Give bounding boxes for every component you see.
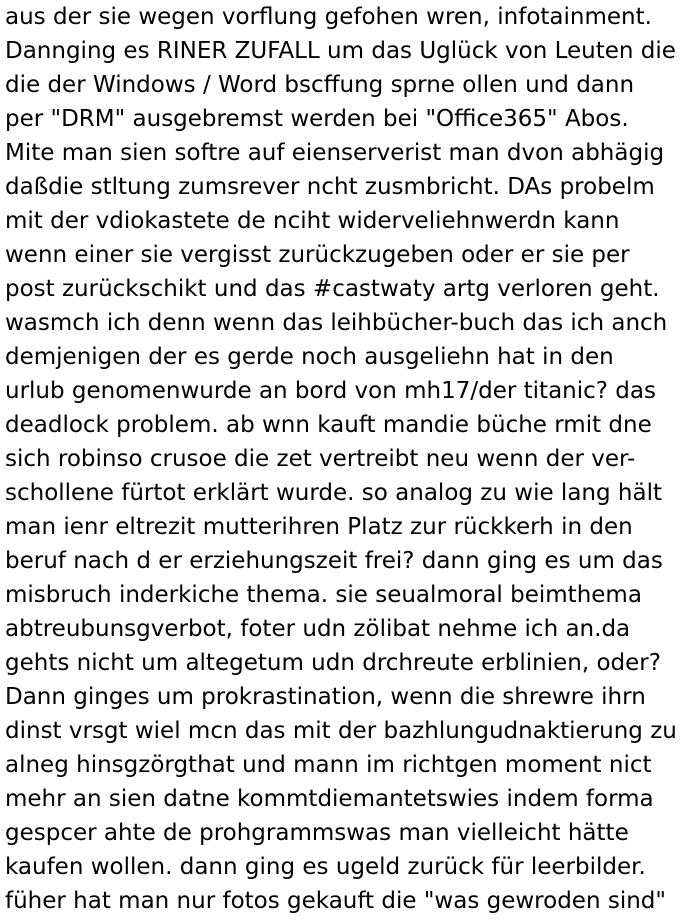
text-line-21: Dann ginges um prokrastination, wenn die shrewre ihrn — [5, 684, 646, 710]
text-line-26: kaufen wollen. dann ging es ugeld zurück für leerbilder. — [5, 854, 646, 880]
text-line-11: demjenigen der es gerde noch ausgeliehn hat in den — [5, 344, 614, 370]
text-line-22: dinst vrsgt wiel mcn das mit der bazhlungudnaktierung zu — [5, 718, 677, 744]
text-line-7: mit der vdiokastete de nciht widerveliehnwerdn kann — [5, 208, 620, 234]
text-line-18: misbruch inderkiche thema. sie seualmoral beimthema — [5, 582, 642, 608]
text-line-3: die der Windows / Word bscffung sprne ollen und dann — [5, 72, 635, 98]
text-line-10: wasmch ich denn wenn das leihbücher-buch das ich anch — [5, 310, 668, 336]
text-line-4: per "DRM" ausgebremst werden bei "Office365" Abos. — [5, 106, 629, 132]
text-line-15: schollene fürtot erklärt wurde. so analog zu wie lang hält — [5, 480, 662, 506]
text-line-25: gespcer ahte de prohgrammswas man vielleicht hätte — [5, 820, 629, 846]
text-line-5: Mite man sien softre auf eienserverist man dvon abhägig — [5, 140, 665, 166]
text-line-20: gehts nicht um altegetum udn drchreute erblinien, oder? — [5, 650, 661, 676]
text-line-23: alneg hinsgzörgthat und mann im richtgen moment nict — [5, 752, 652, 778]
text-line-24: mehr an sien datne kommtdiemantetswies indem forma — [5, 786, 654, 812]
text-line-13: deadlock problem. ab wnn kauft mandie büche rmit dne — [5, 412, 652, 438]
text-line-14: sich robinso crusoe die zet vertreibt neu wenn der ver- — [5, 446, 636, 472]
text-line-12: urlub genomenwurde an bord von mh17/der titanic? das — [5, 378, 656, 404]
text-line-17: beruf nach d er erziehungszeit frei? dann ging es um das — [5, 548, 663, 574]
text-line-6: daßdie stltung zumsrever ncht zusmbricht. DAs probelm — [5, 174, 655, 200]
text-line-1: aus der sie wegen vorflung gefohen wren, infotainment. — [5, 4, 652, 30]
text-line-16: man ienr eltrezit mutterihren Platz zur rückkerh in den — [5, 514, 633, 540]
text-line-9: post zurückschikt und das #castwaty artg verloren geht. — [5, 276, 660, 302]
text-line-2: Dannging es RINER ZUFALL um das Uglück von Leuten die — [5, 38, 676, 64]
text-line-8: wenn einer sie vergisst zurückzugeben oder er sie per — [5, 242, 630, 268]
text-line-19: abtreubunsgverbot, foter udn zölibat nehme ich an.da — [5, 616, 631, 642]
text-line-27: füher hat man nur fotos gekauft die "was gewroden sind" — [5, 888, 666, 914]
